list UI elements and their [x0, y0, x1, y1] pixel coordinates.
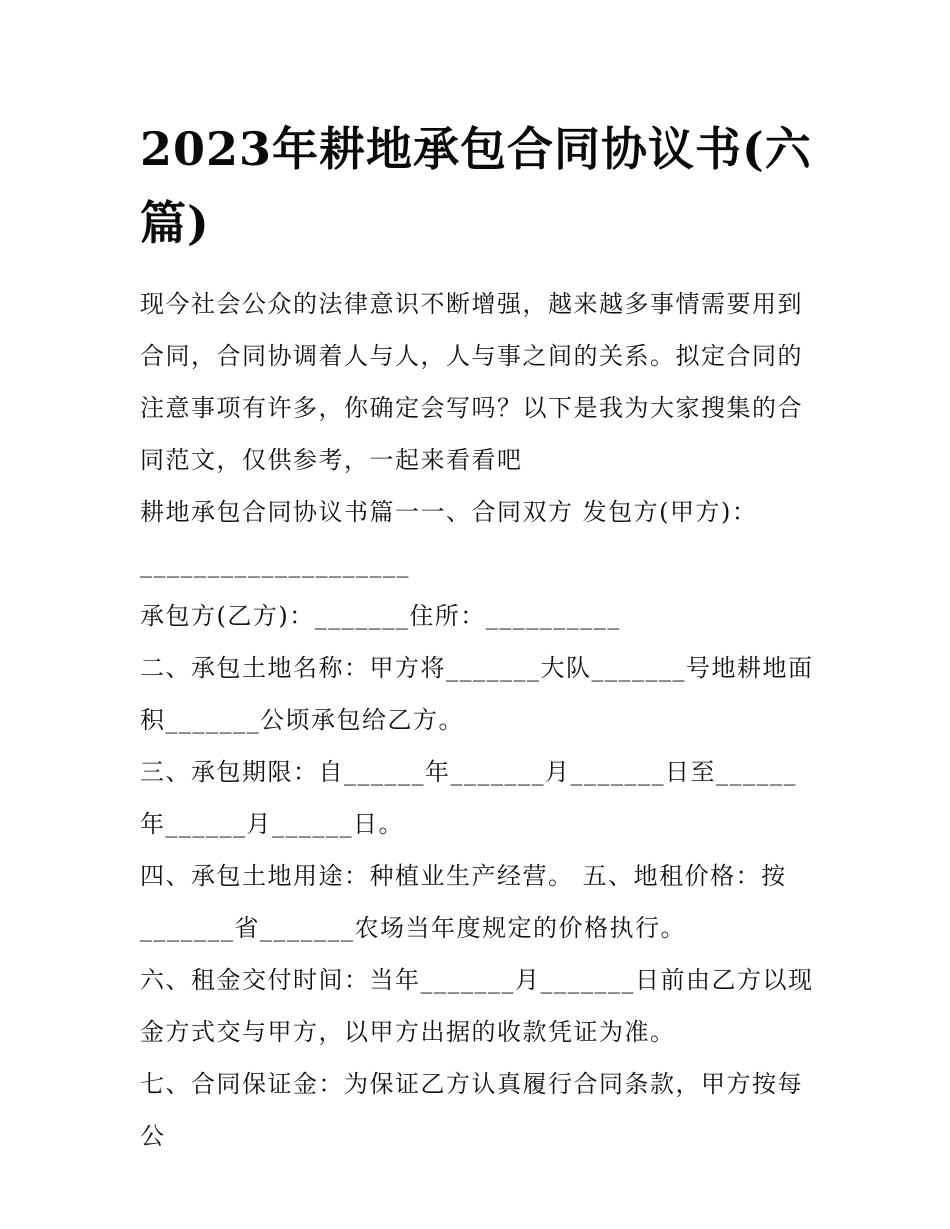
document-body [140, 278, 820, 1162]
document-title: 2023年耕地承包合同协议书(六篇) [140, 122, 812, 250]
clause-paragraph: 承包方(乙方)：_______住所：__________ [140, 602, 621, 630]
clause-paragraph: 六、租金交付时间：当年_______月_______日前由乙方以现金方式交与甲方，以甲方出据的收款凭证为准。 [140, 966, 814, 1046]
clause-paragraph: 四、承包土地用途：种植业生产经营。 五、地租价格：按_______省_______农场当年度规定的价格执行。 [140, 862, 787, 942]
clause-paragraph: 二、承包土地名称：甲方将_______大队_______号地耕地面积_______公顷承包给乙方。 [140, 654, 814, 734]
intro-paragraph: 现今社会公众的法律意识不断增强，越来越多事情需要用到合同，合同协调着人与人，人与事之间的关系。拟定合同的注意事项有许多，你确定会写吗？以下是我为大家搜集的合同范文，仅供参考，一起来看看吧 [140, 290, 803, 474]
clause-paragraph: 耕地承包合同协议书篇一一、合同双方 发包方(甲方)：____________________ [140, 498, 758, 578]
clause-paragraph: 三、承包期限：自______年_______月_______日至______年______月______日。 [140, 758, 797, 838]
clause-paragraph: 七、合同保证金：为保证乙方认真履行合同条款，甲方按每公 [140, 1070, 803, 1150]
